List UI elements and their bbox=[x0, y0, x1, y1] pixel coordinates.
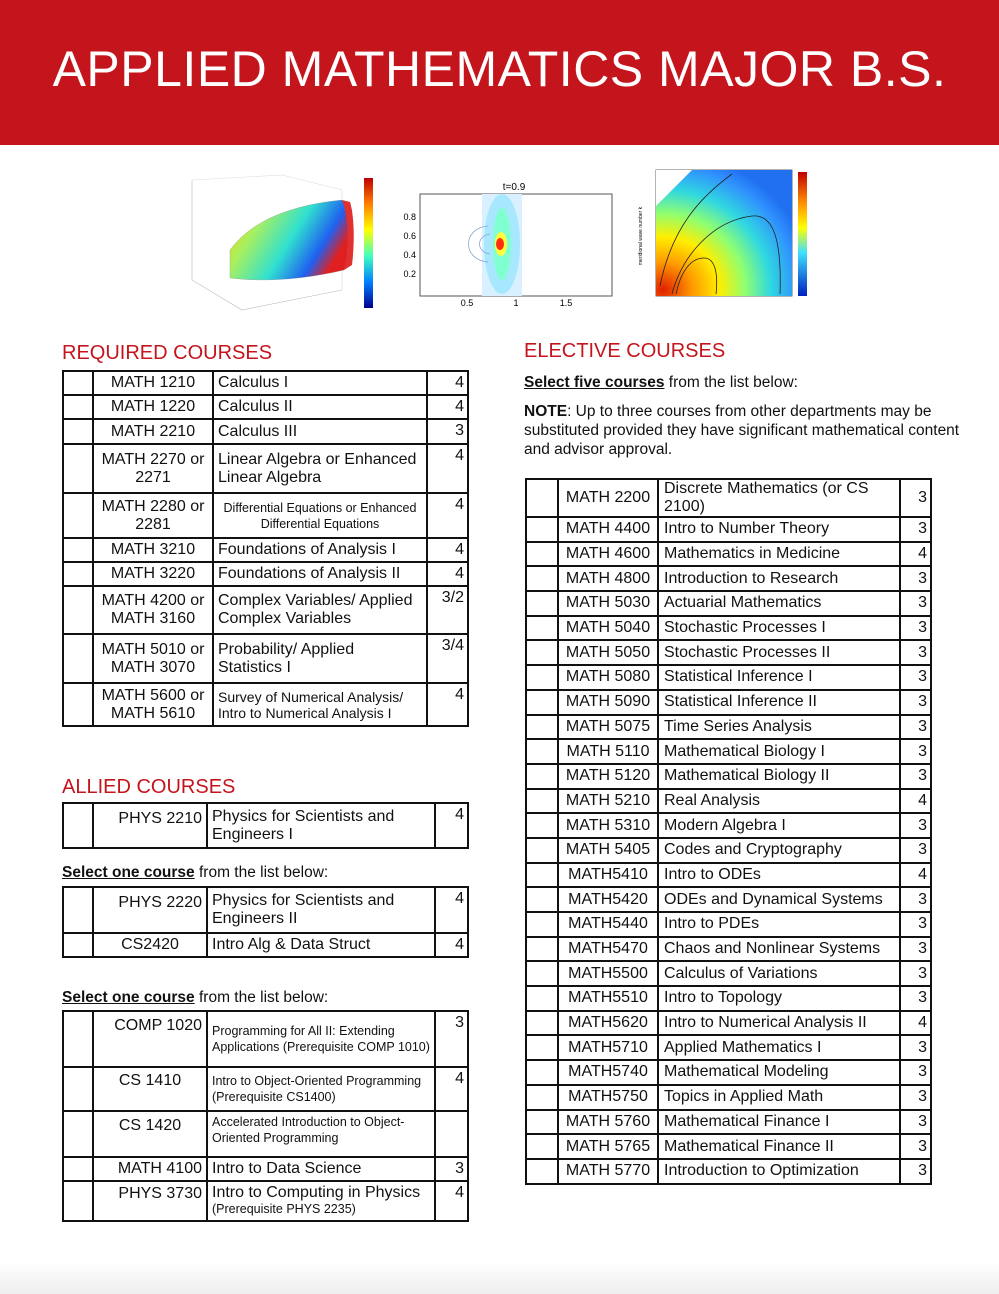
table-row: MATH 5600 or MATH 5610 Survey of Numerical Analysis/ Intro to Numerical Analysis I 4 bbox=[63, 683, 468, 726]
checkbox-cell[interactable] bbox=[526, 517, 558, 542]
svg-text:0.4: 0.4 bbox=[403, 250, 416, 260]
table-row: MATH 2210 Calculus III 3 bbox=[63, 419, 468, 444]
page-title: APPLIED MATHEMATICS MAJOR B.S. bbox=[52, 41, 947, 97]
table-row: MATH5710 Applied Mathematics I 3 bbox=[526, 1035, 931, 1060]
checkbox-cell[interactable] bbox=[63, 493, 93, 538]
checkbox-cell[interactable] bbox=[526, 912, 558, 937]
checkbox-cell[interactable] bbox=[63, 395, 93, 419]
table-row: MATH 2280 or 2281 Differential Equations or Enhanced Differential Equations 4 bbox=[63, 493, 468, 538]
table-row: MATH 5405 Codes and Cryptography 3 bbox=[526, 838, 931, 863]
table-row: MATH 5040 Stochastic Processes I 3 bbox=[526, 616, 931, 641]
table-row: MATH 5075 Time Series Analysis 3 bbox=[526, 715, 931, 740]
checkbox-cell[interactable] bbox=[526, 1134, 558, 1159]
checkbox-cell[interactable] bbox=[63, 371, 93, 395]
surface-plot-figure bbox=[172, 170, 388, 320]
checkbox-cell[interactable] bbox=[526, 961, 558, 986]
table-row: MATH 4600 Mathematics in Medicine 4 bbox=[526, 542, 931, 567]
svg-text:0.8: 0.8 bbox=[403, 212, 416, 222]
table-row: MATH 5760 Mathematical Finance I 3 bbox=[526, 1110, 931, 1135]
table-row: MATH 5120 Mathematical Biology II 3 bbox=[526, 764, 931, 789]
table-row: MATH 3210 Foundations of Analysis I 4 bbox=[63, 538, 468, 562]
svg-text:1.5: 1.5 bbox=[559, 298, 573, 308]
checkbox-cell[interactable] bbox=[63, 1011, 93, 1067]
checkbox-cell[interactable] bbox=[526, 764, 558, 789]
table-row: MATH 5050 Stochastic Processes II 3 bbox=[526, 640, 931, 665]
required-heading: REQUIRED COURSES bbox=[62, 342, 273, 364]
elective-heading: ELECTIVE COURSES bbox=[524, 340, 726, 362]
table-row: MATH5410 Intro to ODEs 4 bbox=[526, 863, 931, 888]
table-row: MATH 5110 Mathematical Biology I 3 bbox=[526, 739, 931, 764]
checkbox-cell[interactable] bbox=[526, 789, 558, 814]
checkbox-cell[interactable] bbox=[63, 803, 93, 848]
svg-text:meridional wave number k: meridional wave number k bbox=[638, 206, 644, 266]
table-row: MATH 5765 Mathematical Finance II 3 bbox=[526, 1134, 931, 1159]
svg-text:1: 1 bbox=[513, 298, 519, 308]
checkbox-cell[interactable] bbox=[526, 479, 558, 517]
table-row: MATH 2200 Discrete Mathematics (or CS 2100) 3 bbox=[526, 479, 931, 517]
checkbox-cell[interactable] bbox=[63, 1067, 93, 1111]
checkbox-cell[interactable] bbox=[63, 887, 93, 933]
svg-text:0.5: 0.5 bbox=[460, 298, 474, 308]
checkbox-cell[interactable] bbox=[63, 933, 93, 957]
checkbox-cell[interactable] bbox=[63, 1157, 93, 1181]
checkbox-cell[interactable] bbox=[63, 538, 93, 562]
allied-select-one-1: Select one course from the list below: bbox=[62, 864, 329, 881]
table-row: MATH 5080 Statistical Inference I 3 bbox=[526, 665, 931, 690]
checkbox-cell[interactable] bbox=[526, 616, 558, 641]
allied-group1-table bbox=[62, 886, 469, 958]
table-row: MATH 4100 Intro to Data Science 3 bbox=[63, 1157, 468, 1181]
checkbox-cell[interactable] bbox=[63, 419, 93, 444]
table-row: MATH 5310 Modern Algebra I 3 bbox=[526, 813, 931, 838]
allied-heading: ALLIED COURSES bbox=[62, 776, 236, 798]
table-row: MATH 4400 Intro to Number Theory 3 bbox=[526, 517, 931, 542]
checkbox-cell[interactable] bbox=[63, 562, 93, 586]
table-row: MATH 1220 Calculus II 4 bbox=[63, 395, 468, 419]
checkbox-cell[interactable] bbox=[526, 665, 558, 690]
contour-plot-figure bbox=[402, 178, 618, 310]
table-row: MATH 5010 or MATH 3070 Probability/ Applied Statistics I 3/4 bbox=[63, 634, 468, 683]
checkbox-cell[interactable] bbox=[63, 683, 93, 726]
footer-shadow bbox=[0, 1262, 999, 1294]
table-row: PHYS 3730 Intro to Computing in Physics (Prerequisite PHYS 2235) 4 bbox=[63, 1181, 468, 1221]
checkbox-cell[interactable] bbox=[63, 444, 93, 493]
table-row: MATH 1210 Calculus I 4 bbox=[63, 371, 468, 395]
checkbox-cell[interactable] bbox=[526, 566, 558, 591]
table-row: MATH5420 ODEs and Dynamical Systems 3 bbox=[526, 887, 931, 912]
svg-text:0.2: 0.2 bbox=[403, 269, 416, 279]
svg-text:t=0.9: t=0.9 bbox=[502, 182, 526, 193]
allied-group2-table bbox=[62, 1010, 469, 1222]
checkbox-cell[interactable] bbox=[526, 690, 558, 715]
table-row: MATH 5030 Actuarial Mathematics 3 bbox=[526, 591, 931, 616]
table-row: MATH5510 Intro to Topology 3 bbox=[526, 986, 931, 1011]
checkbox-cell[interactable] bbox=[63, 1181, 93, 1221]
checkbox-cell[interactable] bbox=[526, 863, 558, 888]
checkbox-cell[interactable] bbox=[526, 1159, 558, 1184]
table-row: CS 1410 Intro to Object-Oriented Programming (Prerequisite CS1400) 4 bbox=[63, 1067, 468, 1111]
checkbox-cell[interactable] bbox=[526, 739, 558, 764]
table-row: MATH5750 Topics in Applied Math 3 bbox=[526, 1085, 931, 1110]
allied-required-table bbox=[62, 802, 469, 849]
checkbox-cell[interactable] bbox=[526, 1011, 558, 1036]
filled-contour-figure bbox=[632, 166, 824, 316]
checkbox-cell[interactable] bbox=[526, 838, 558, 863]
checkbox-cell[interactable] bbox=[526, 986, 558, 1011]
checkbox-cell[interactable] bbox=[63, 634, 93, 683]
checkbox-cell[interactable] bbox=[526, 1060, 558, 1085]
table-row: MATH 2270 or 2271 Linear Algebra or Enhanced Linear Algebra 4 bbox=[63, 444, 468, 493]
checkbox-cell[interactable] bbox=[63, 1111, 93, 1157]
elective-courses-table bbox=[525, 478, 932, 1185]
table-row: CS2420 Intro Alg & Data Struct 4 bbox=[63, 933, 468, 957]
table-row: CS 1420 Accelerated Introduction to Object-Oriented Programming bbox=[63, 1111, 468, 1157]
checkbox-cell[interactable] bbox=[526, 1085, 558, 1110]
table-row: MATH 5770 Introduction to Optimization 3 bbox=[526, 1159, 931, 1184]
checkbox-cell[interactable] bbox=[526, 813, 558, 838]
allied-select-one-2: Select one course from the list below: bbox=[62, 989, 329, 1006]
table-row: MATH 5210 Real Analysis 4 bbox=[526, 789, 931, 814]
table-row: MATH5500 Calculus of Variations 3 bbox=[526, 961, 931, 986]
elective-select-five: Select five courses from the list below: bbox=[524, 374, 798, 391]
checkbox-cell[interactable] bbox=[526, 937, 558, 962]
checkbox-cell[interactable] bbox=[63, 586, 93, 634]
table-row: PHYS 2220 Physics for Scientists and Engineers II 4 bbox=[63, 887, 468, 933]
checkbox-cell[interactable] bbox=[526, 715, 558, 740]
table-row: MATH 5090 Statistical Inference II 3 bbox=[526, 690, 931, 715]
title-banner bbox=[0, 0, 999, 145]
table-row: MATH5440 Intro to PDEs 3 bbox=[526, 912, 931, 937]
checkbox-cell[interactable] bbox=[526, 1110, 558, 1135]
checkbox-cell[interactable] bbox=[526, 640, 558, 665]
table-row: MATH5470 Chaos and Nonlinear Systems 3 bbox=[526, 937, 931, 962]
table-row: COMP 1020 Programming for All II: Extending Applications (Prerequisite COMP 1010) 3 bbox=[63, 1011, 468, 1067]
table-row: MATH 4200 or MATH 3160 Complex Variables/ Applied Complex Variables 3/2 bbox=[63, 586, 468, 634]
checkbox-cell[interactable] bbox=[526, 542, 558, 567]
table-row: PHYS 2210 Physics for Scientists and Engineers I 4 bbox=[63, 803, 468, 848]
elective-note: NOTE: Up to three courses from other departments may be substituted provided they have significant mathematical content and advisor approval. bbox=[524, 403, 960, 458]
table-row: MATH5620 Intro to Numerical Analysis II 4 bbox=[526, 1011, 931, 1036]
table-row: MATH 4800 Introduction to Research 3 bbox=[526, 566, 931, 591]
checkbox-cell[interactable] bbox=[526, 887, 558, 912]
table-row: MATH5740 Mathematical Modeling 3 bbox=[526, 1060, 931, 1085]
table-row: MATH 3220 Foundations of Analysis II 4 bbox=[63, 562, 468, 586]
required-courses-table bbox=[62, 370, 469, 727]
checkbox-cell[interactable] bbox=[526, 591, 558, 616]
checkbox-cell[interactable] bbox=[526, 1035, 558, 1060]
svg-text:0.6: 0.6 bbox=[403, 231, 416, 241]
